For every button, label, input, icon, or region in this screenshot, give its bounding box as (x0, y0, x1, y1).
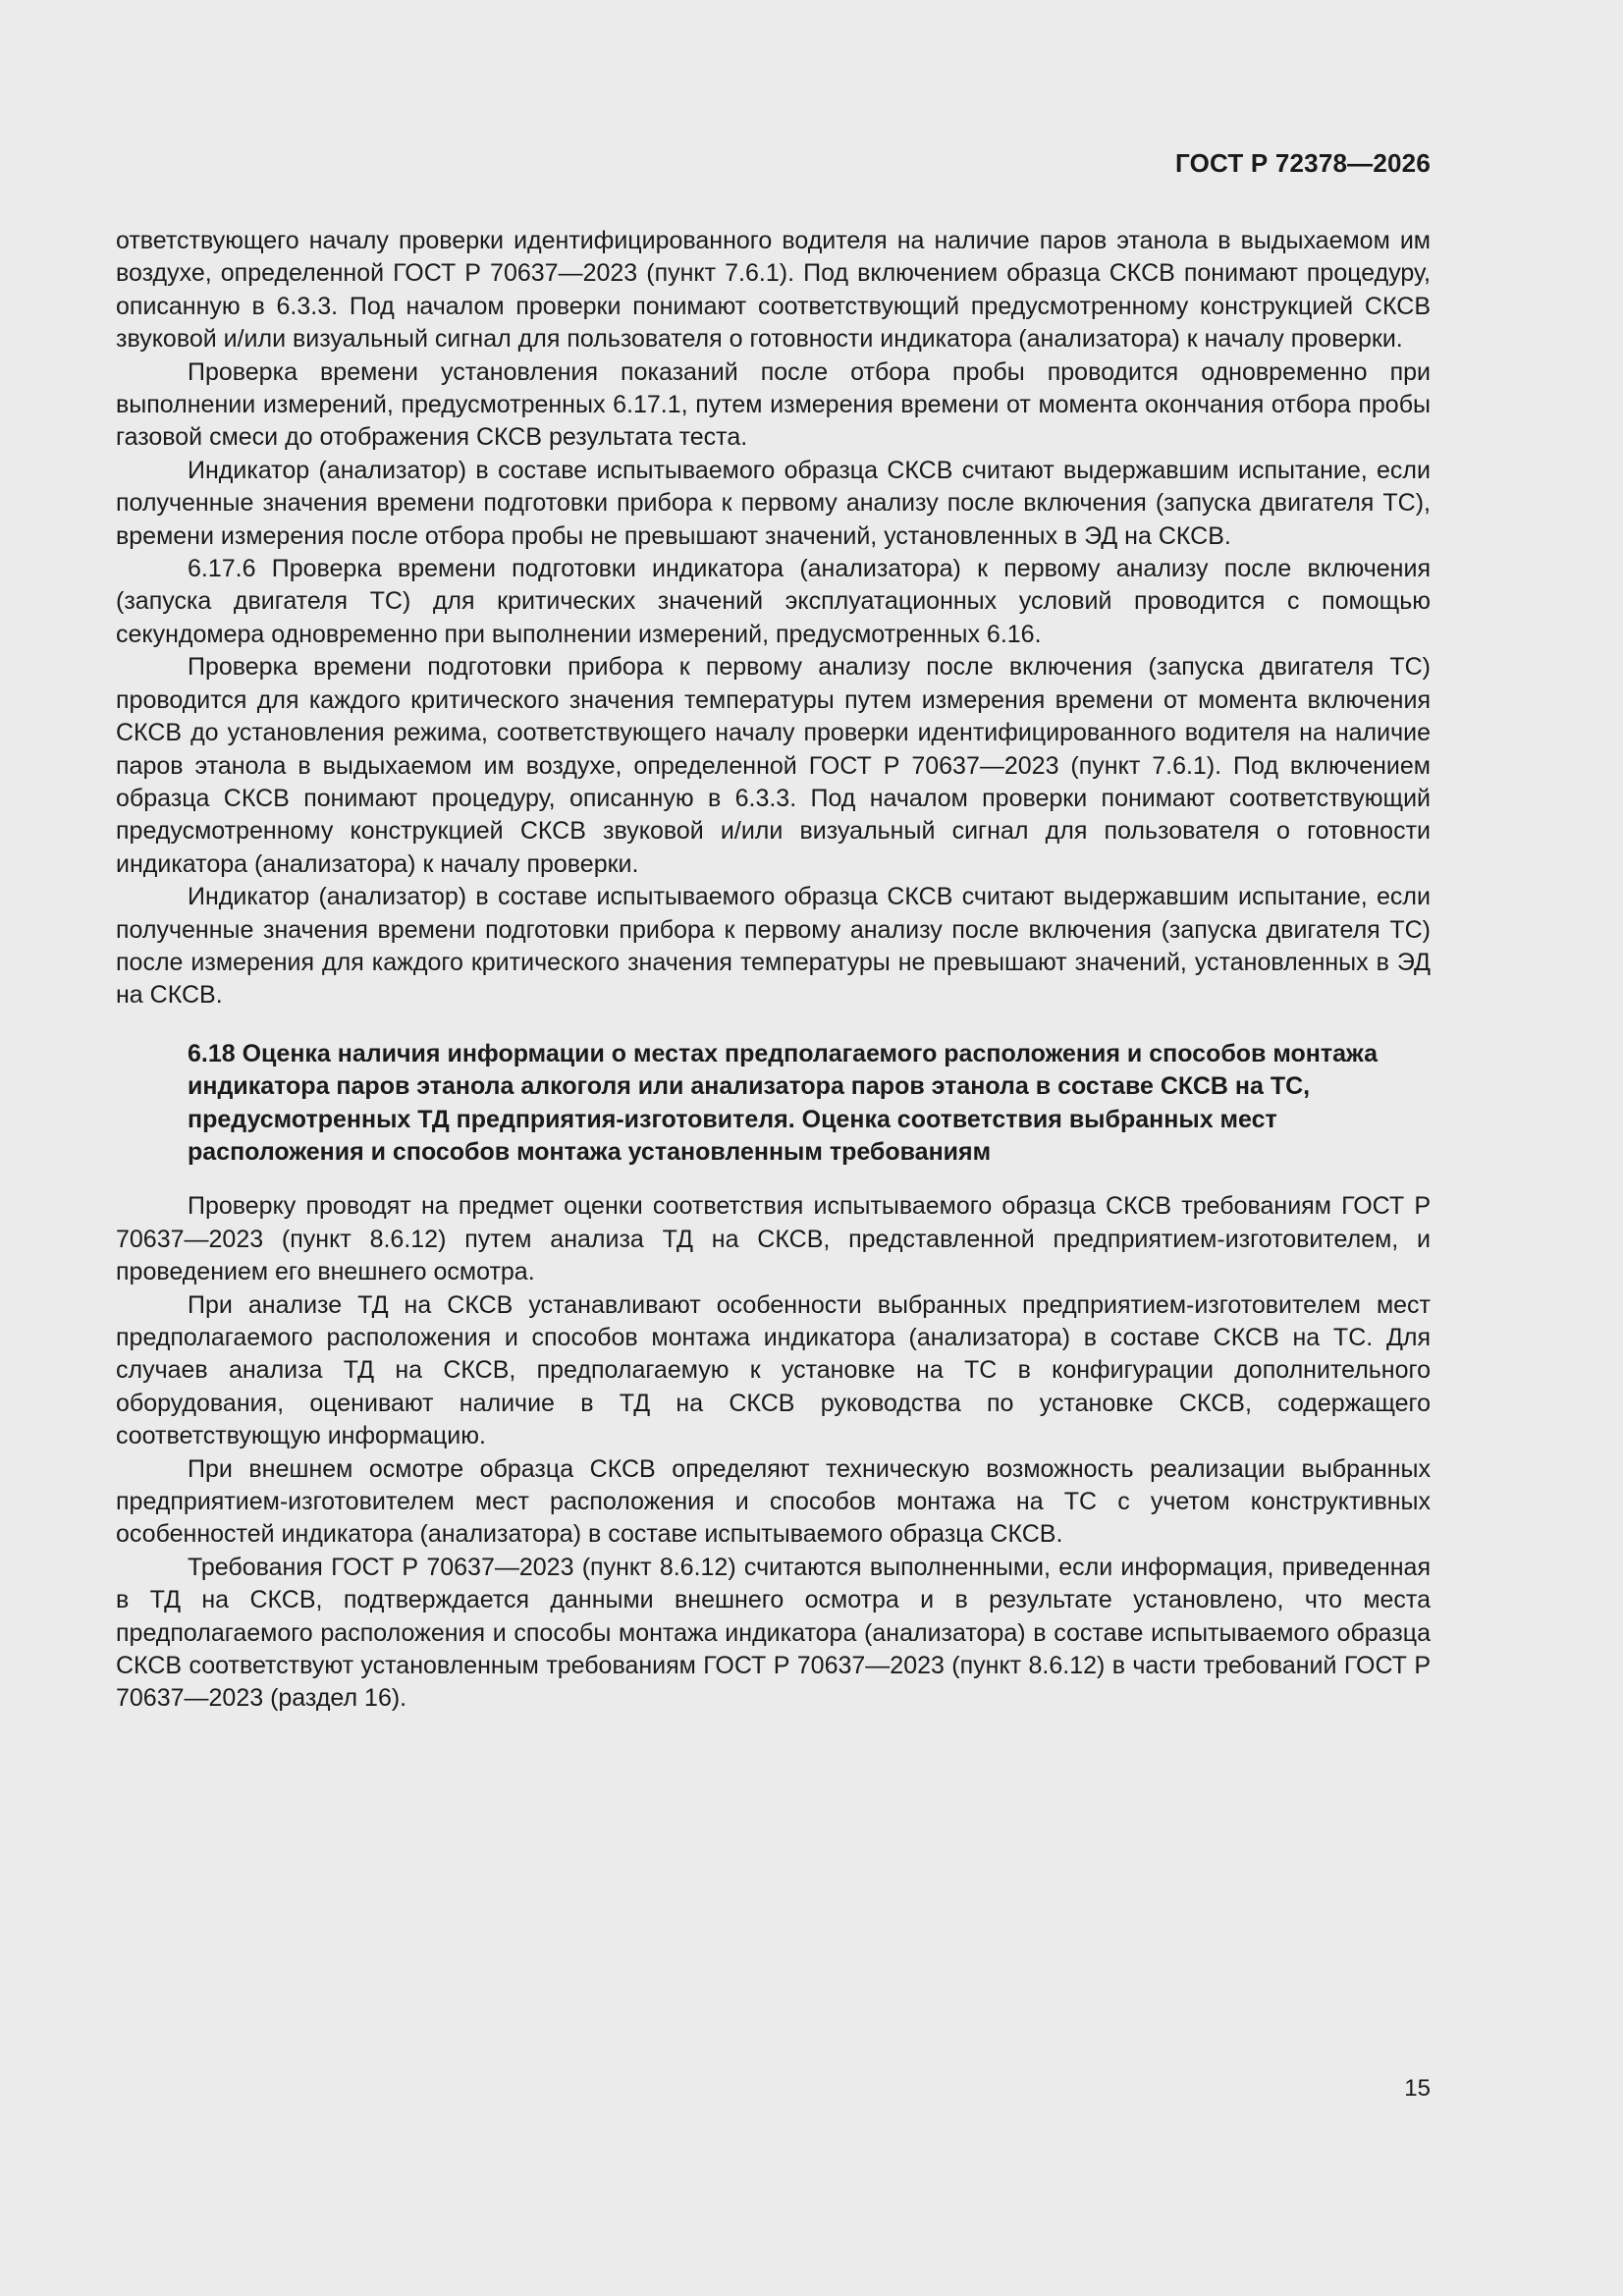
paragraph: При внешнем осмотре образца СКСВ определяют техническую возможность реализации выбранных предприятием-изготовителем мест расположения и способов монтажа на ТС с учетом конструктивных особенностей индикатора (анализатора) в составе испытываемого образца СКСВ. (116, 1454, 1431, 1549)
section-heading-6-18: 6.18 Оценка наличия информации о местах предполагаемого расположения и способов монтажа индикатора паров этанола алкоголя или анализатора паров этанола в составе СКСВ на ТС, предусмотренных ТД предприятия-изготовителя. Оценка соответствия выбранных мест расположения и способов монтажа установленным требованиям (188, 1039, 1378, 1166)
body-text (116, 225, 1431, 1716)
paragraph: Проверка времени установления показаний после отбора пробы проводится одновременно при выполнении измерений, предусмотренных 6.17.1, путем измерения времени от момента окончания отбора пробы газовой смеси до отображения СКСВ результата теста. (116, 357, 1431, 452)
paragraph: Проверку проводят на предмет оценки соответствия испытываемого образца СКСВ требованиям ГОСТ Р 70637—2023 (пункт 8.6.12) путем анализа ТД на СКСВ, представленной предприятием-изготовителем, и проведением его внешнего осмотра. (116, 1192, 1431, 1286)
page-number: 15 (1404, 2075, 1431, 2102)
document-code: ГОСТ Р 72378—2026 (1175, 148, 1431, 178)
paragraph: Проверка времени подготовки прибора к первому анализу после включения (запуска двигателя ТС) проводится для каждого критического значения температуры путем измерения времени от момента включения СКСВ до установления режима, соответствующего началу проверки идентифицированного водителя на наличие паров этанола в выдыхаемом им воздухе, определенной ГОСТ Р 70637—2023 (пункт 7.6.1). Под включением образца СКСВ понимают процедуру, описанную в 6.3.3. Под началом проверки понимают соответствующий предусмотренному конструкцией СКСВ звуковой и/или визуальный сигнал для пользователя о готовности индикатора (анализатора) к началу проверки. (116, 653, 1431, 878)
paragraph: Индикатор (анализатор) в составе испытываемого образца СКСВ считают выдержавшим испытание, если полученные значения времени подготовки прибора к первому анализу после включения (запуска двигателя ТС), времени измерения после отбора пробы не превышают значений, установленных в ЭД на СКСВ. (116, 456, 1431, 550)
paragraph: Индикатор (анализатор) в составе испытываемого образца СКСВ считают выдержавшим испытание, если полученные значения времени подготовки прибора к первому анализу после включения (запуска двигателя ТС) после измерения для каждого критического значения температуры не превышают значений, установленных в ЭД на СКСВ. (116, 883, 1431, 1010)
paragraph: При анализе ТД на СКСВ устанавливают особенности выбранных предприятием-изготовителем мест предполагаемого расположения и способов монтажа индикатора (анализатора) в составе СКСВ на ТС. Для случаев анализа ТД на СКСВ, предполагаемую к установке на ТС в конфигурации дополнительного оборудования, оценивают наличие в ТД на СКСВ руководства по установке СКСВ, содержащего соответствующую информацию. (116, 1290, 1431, 1450)
paragraph-continuation: ответствующего началу проверки идентифицированного водителя на наличие паров этанола в выдыхаемом им воздухе, определенной ГОСТ Р 70637—2023 (пункт 7.6.1). Под включением образца СКСВ понимают процедуру, описанную в 6.3.3. Под началом проверки понимают соответствующий предусмотренному конструкцией СКСВ звуковой и/или визуальный сигнал для пользователя о готовности индикатора (анализатора) к началу проверки. (116, 227, 1431, 354)
paragraph-clause-6-17-6: 6.17.6 Проверка времени подготовки индикатора (анализатора) к первому анализу после включения (запуска двигателя ТС) для критических значений эксплуатационных условий проводится с помощью секундомера одновременно при выполнении измерений, предусмотренных 6.16. (116, 555, 1431, 648)
paragraph: Требования ГОСТ Р 70637—2023 (пункт 8.6.12) считаются выполненными, если информация, приведенная в ТД на СКСВ, подтверждается данными внешнего осмотра и в результате установлено, что места предполагаемого расположения и способы монтажа индикатора (анализатора) в составе испытываемого образца СКСВ соответствуют установленным требованиям ГОСТ Р 70637—2023 (пункт 8.6.12) в части требований ГОСТ Р 70637—2023 (раздел 16). (116, 1553, 1431, 1713)
